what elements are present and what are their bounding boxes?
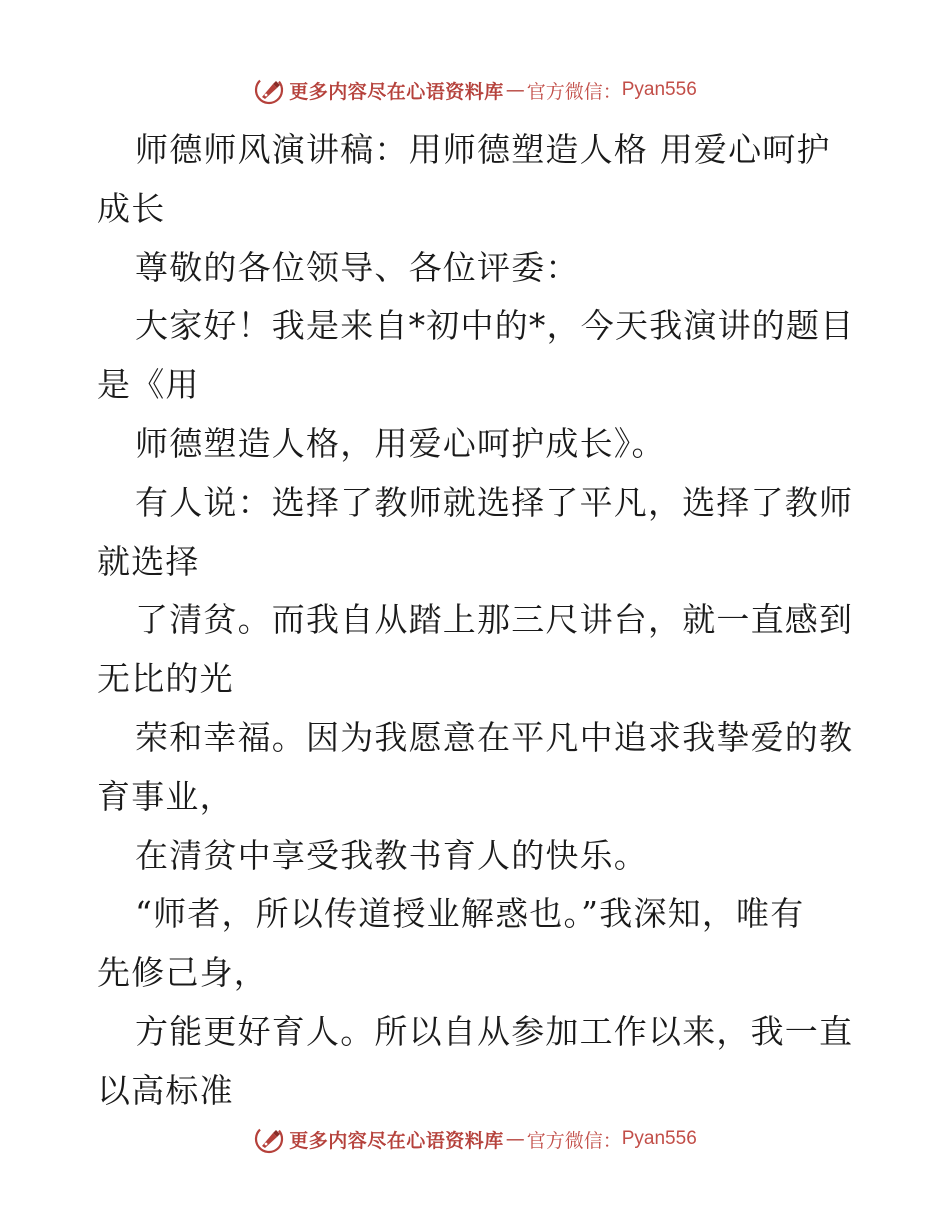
banner-wechat-id: Pyan556 bbox=[621, 1128, 697, 1149]
text-line: 有人说：选择了教师就选择了平凡，选择了教师 bbox=[135, 482, 854, 522]
text-line: 育事业， bbox=[97, 776, 234, 816]
banner-brand-text: 更多内容尽在心语资料库 bbox=[289, 80, 504, 103]
text-line: 是《用 bbox=[97, 365, 200, 405]
text-line: 方能更好育人。所以自从参加工作以来，我一直 bbox=[135, 1011, 854, 1051]
text-line: 在清贫中享受我教书育人的快乐。 bbox=[135, 835, 648, 875]
text-line: 成长 bbox=[97, 188, 166, 228]
document-body bbox=[97, 121, 857, 1121]
text-line: 尊敬的各位领导、各位评委： bbox=[135, 247, 580, 287]
footer-banner bbox=[0, 1119, 950, 1159]
banner-contact-label: 官方微信： bbox=[526, 1129, 622, 1152]
banner-contact-label: 官方微信： bbox=[526, 80, 622, 103]
text-line: “师者，所以传道授业解惑也。”我深知，唯有 bbox=[135, 894, 805, 934]
text-line: 无比的光 bbox=[97, 659, 234, 699]
text-line: 先修己身， bbox=[97, 953, 268, 993]
header-banner bbox=[0, 70, 950, 110]
text-line: 师德师风演讲稿：用师德塑造人格 用爱心呵护 bbox=[135, 130, 831, 169]
banner-separator: — bbox=[505, 79, 525, 101]
pen-nib-logo-icon bbox=[253, 74, 285, 106]
banner-wechat-id: Pyan556 bbox=[621, 79, 697, 100]
banner-separator: — bbox=[505, 1128, 525, 1150]
text-line: 荣和幸福。因为我愿意在平凡中追求我挚爱的教 bbox=[135, 717, 854, 757]
banner-brand-text: 更多内容尽在心语资料库 bbox=[289, 1129, 504, 1152]
text-line: 了清贫。而我自从踏上那三尺讲台，就一直感到 bbox=[135, 600, 854, 640]
text-line: 以高标准 bbox=[97, 1070, 234, 1110]
text-line: 大家好！我是来自*初中的*，今天我演讲的题目 bbox=[135, 306, 855, 346]
pen-nib-logo-icon bbox=[253, 1123, 285, 1155]
text-line: 师德塑造人格，用爱心呵护成长》。 bbox=[135, 423, 666, 463]
text-line: 就选择 bbox=[97, 541, 200, 581]
